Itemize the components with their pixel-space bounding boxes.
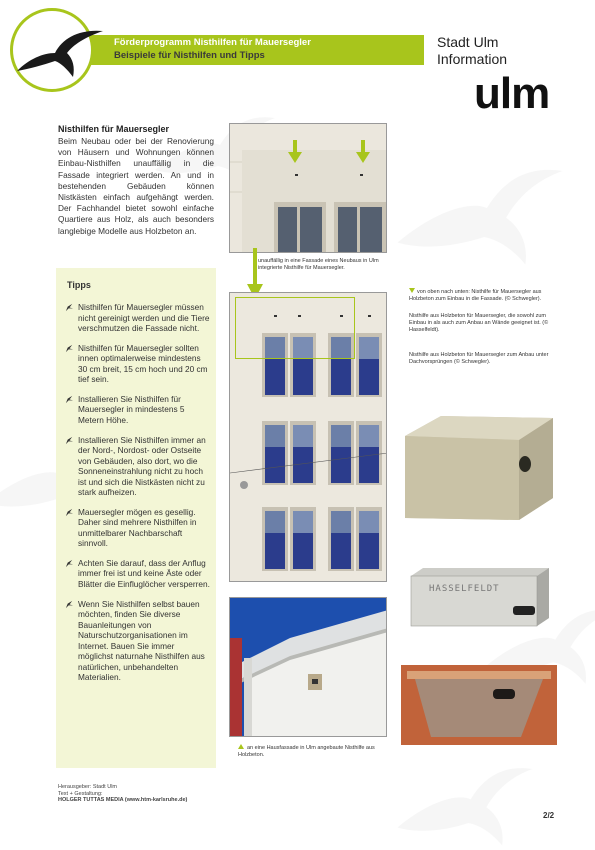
house-caption: an eine Hausfassade in Ulm angebaute Nisthilfe aus Holzbeton. (238, 745, 375, 758)
nest-box-photo-2 (409, 566, 552, 628)
tips-list (65, 302, 210, 692)
intro-title: Nisthilfen für Mauersegler (58, 124, 170, 134)
swift-bullet-icon (65, 600, 74, 609)
triangle-down-icon (409, 288, 415, 293)
house-facade-photo (229, 597, 387, 737)
swift-bullet-icon (65, 559, 74, 568)
design-credit: HOLGER TUTTAS MEDIA (www.htm-karlsruhe.de) (58, 797, 188, 804)
tip-item: Installieren Sie Nisthilfen für Mauersegler in mindestens 5 Metern Höhe. (65, 394, 210, 426)
program-title: Förderprogramm Nisthilfen für Mauersegler (114, 37, 311, 48)
logo (10, 8, 94, 92)
swift-watermark-icon (380, 760, 550, 850)
ulm-wordmark: ulm (474, 69, 550, 118)
facade-caption: unauffällig in eine Fassade eines Neubaus in Ulm integrierte Nisthilfe für Mauersegler. (258, 258, 379, 271)
nest-box-photo-1 (401, 412, 557, 524)
triangle-up-icon (238, 744, 244, 749)
highlight-frame (235, 297, 355, 359)
house-facade-image (230, 598, 387, 737)
swift-bullet-icon (65, 508, 74, 517)
intro-text: Beim Neubau oder bei der Renovierung von Häusern und Wohnungen können Einbau-Nisthilfen unauffällig in die Fassade integriert werden. An und in bestehenden Gebäuden können Nistkästen einfach aufgehängt werden. Der Fachhandel bietet sowohl einfache Quartiere aus Holz, als auch besonders langlebige Modelle aus Holzbeton an. (58, 136, 214, 236)
city-name: Stadt Ulm (437, 34, 499, 50)
arrow-down-icon (356, 140, 370, 164)
tips-title: Tipps (67, 280, 91, 290)
swift-watermark-icon (380, 160, 580, 270)
product-brand-label: HASSELFELDT (429, 584, 500, 594)
tip-item: Wenn Sie Nisthilfen selbst bauen möchten, finden Sie diverse Bauanleitungen von Naturschutzorganisationen im Internet. Bauen Sie immer möglichst naturnahe Nisthilfen aus natürlichen, unbehandelten Materialien. (65, 599, 210, 683)
city-info-label: Information (437, 51, 508, 67)
swift-bullet-icon (65, 436, 74, 445)
product-caption-2: Nisthilfe aus Holzbeton für Mauersegler, die sowohl zum Einbau in als auch zum Anbau an Wände geeignet ist. (© Hasselfeldt). (409, 313, 549, 333)
page-number: 2/2 (543, 811, 555, 820)
product-caption-1: von oben nach unten: Nisthilfe für Mauersegler aus Holzbeton zum Einbau in die Fassade. (© Schwegler). (409, 289, 542, 302)
swift-bird-icon (15, 19, 105, 79)
program-subtitle: Beispiele für Nisthilfen und Tipps (114, 50, 265, 61)
tip-item: Installieren Sie Nisthilfen immer an der Nord-, Nordost- oder Ostseite von Gebäuden, also dort, wo die Sonneneinstrahlung nicht zu hoch ist und sich die Nistkästen nicht zu stark aufheizen. (65, 435, 210, 498)
tip-item: Achten Sie darauf, dass der Anflug immer frei ist und keine Äste oder Blätter die Einfluglöcher versperren. (65, 558, 210, 590)
publisher-info (58, 784, 187, 804)
arrow-down-icon (288, 140, 302, 164)
design-label: Text + Gestaltung: (58, 790, 103, 797)
swift-bullet-icon (65, 344, 74, 353)
tip-item: Nisthilfen für Mauersegler sollten innen optimalerweise mindestens 30 cm breit, 15 cm hoch und 20 cm tief sein. (65, 343, 210, 385)
tip-item: Mauersegler mögen es gesellig. Daher sind mehrere Nisthilfen in unmittelbarer Nachbarschaft sinnvoll. (65, 507, 210, 549)
nest-box-photo-3 (401, 665, 557, 745)
swift-bullet-icon (65, 303, 74, 312)
publisher-line: Herausgeber: Stadt Ulm (58, 784, 117, 790)
hasselfeldt-box-image (409, 566, 552, 628)
product-caption-3: Nisthilfe aus Holzbeton für Mauersegler zum Anbau unter Dachvorsprüngen (© Schwegler). (409, 352, 549, 365)
tip-item: Nisthilfen für Mauersegler müssen nicht gereinigt werden und die Tiere verschmutzen die Fassade nicht. (65, 302, 210, 334)
swift-bullet-icon (65, 395, 74, 404)
